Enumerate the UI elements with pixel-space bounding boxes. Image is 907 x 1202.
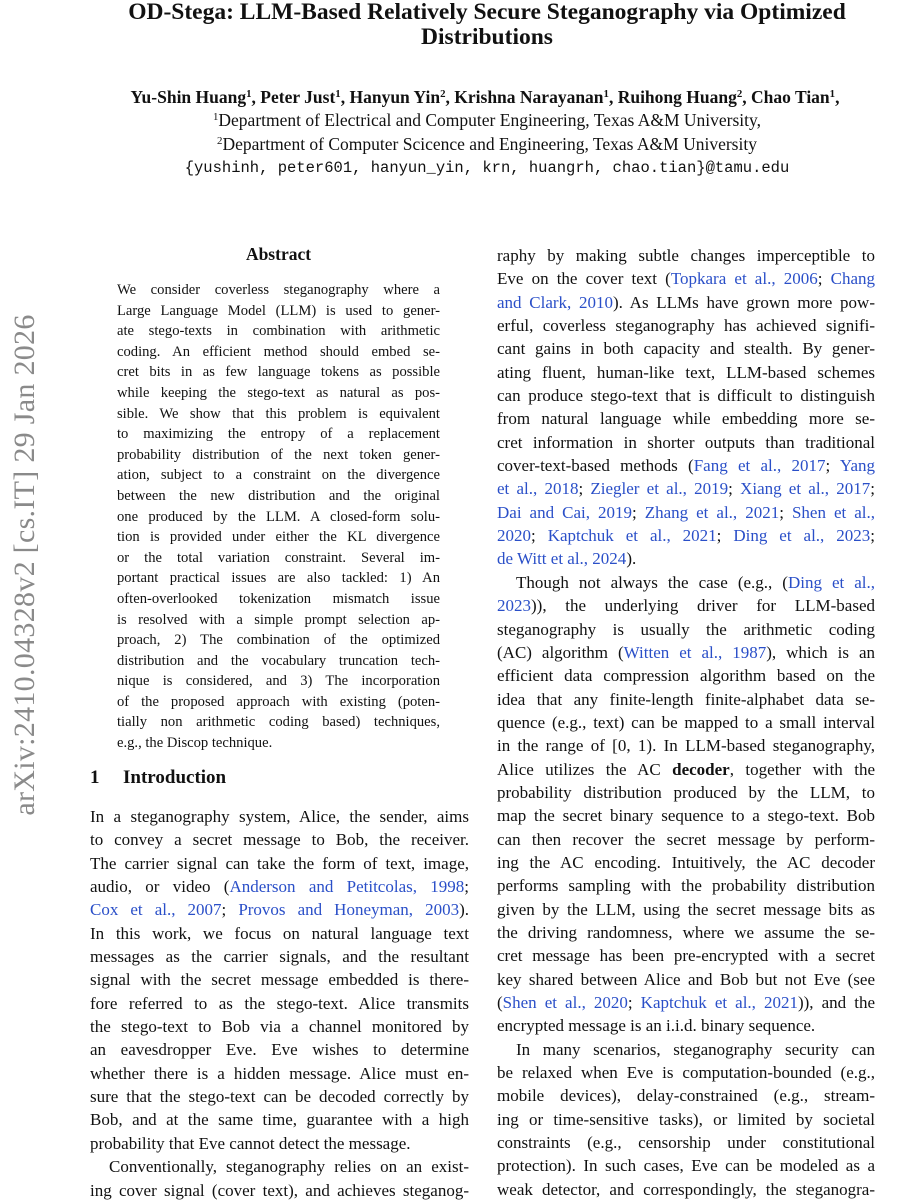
author-affiliation-mark: 2 [440,88,446,101]
text-line [497,1178,875,1201]
citation-link[interactable]: et al., 2018 [497,479,579,499]
section-number: 1 [90,767,100,788]
text-line [497,804,875,827]
text: to maximizing the entropy of a replacement [117,426,440,443]
text: ). [626,549,637,569]
text-line [497,874,875,897]
text-line [117,712,440,733]
text-line [90,1085,469,1108]
text: probability distribution produced by the LLM, to [497,782,875,802]
text: ). [459,900,469,920]
text-line [497,734,875,757]
text: to convey a secret message to Bob, the receiver. [90,830,469,850]
text-line [117,404,440,425]
citation-link[interactable]: Fang et al., 2017 [693,456,826,476]
text-line [497,898,875,921]
text-line [497,1131,875,1154]
author-name: Krishna Narayanan [454,87,604,107]
left-column-body [90,805,469,1202]
text: ing cover signal (cover text), and achieves steganog- [90,1180,469,1200]
citation-link[interactable]: Anderson and Petitcolas, 1998 [229,877,465,897]
author-affiliation-mark: 1 [603,88,609,101]
affiliation-2 [64,134,907,155]
text: ), which is an [766,642,875,662]
citation-link[interactable]: Zhang et al., 2021 [644,502,780,522]
abstract-body [117,280,440,754]
author-affiliation-mark: 1 [829,88,836,101]
text-line [497,641,875,664]
text: )), the underlying driver for LLM-based [531,596,875,616]
text-line [117,692,440,713]
text-line [117,651,440,672]
text: signal with the secret message embedded is there- [90,970,469,990]
text-line [117,568,440,589]
text: the stego-text to Bob via a channel monitored by [90,1017,469,1037]
text: ; [627,993,641,1012]
text: key shared between Alice and Bob but not Eve (see [497,969,875,989]
affiliation-number: 2 [217,135,223,148]
text: Though not always the case (e.g., ( [516,572,788,592]
text-line [90,1155,469,1178]
citation-link[interactable]: Shen et al., 2020 [502,993,628,1012]
citation-link[interactable]: 2020 [497,526,531,546]
text-line [117,548,440,569]
author-list: Yu-Shin Huang$^1$, Peter Just$^1$, Hanyun Yin$^2$, Krishna Narayanan$^1$, Ruihong Huang$^2$, Chao Tian$^1$, [130,87,840,107]
text: ; [221,900,239,920]
text: Alice utilizes the AC [497,759,673,779]
text-line [117,486,440,507]
text-line [90,1108,469,1131]
text-line [90,1038,469,1061]
text-line [90,875,469,898]
text: ating fluent, human-like text, LLM-based schemes [497,362,875,382]
paragraph [90,1155,469,1202]
citation-link[interactable]: 2023 [497,596,531,616]
section-title: Introduction [123,767,227,788]
text-line [497,688,875,711]
text-line [497,571,875,594]
text: encrypted message is an i.i.d. binary sequence. [497,1016,816,1036]
text-line [497,664,875,687]
text-line [117,424,440,445]
text: cret information in shorter outputs than traditional [497,432,875,452]
text-line [497,384,875,407]
citation-link[interactable]: and Clark, 2010 [497,292,613,312]
text: ate stego-texts in combination with arithmetic [117,323,440,340]
paragraph [497,244,875,571]
text: while keeping the stego-text as natural as pos- [117,384,440,401]
text: erful, coverless steganography has achieved signifi- [497,316,875,336]
text: ; [779,502,792,522]
text-line [497,1108,875,1131]
citation-link[interactable]: Kaptchuk et al., 2021 [640,993,798,1012]
text-line [90,945,469,968]
text-line [497,828,875,851]
text-line [497,758,875,781]
text: cover-text-based methods ( [497,456,694,476]
text-line [497,851,875,874]
text: constraints (e.g., censorship under constitutional [497,1133,875,1153]
text-line [90,852,469,875]
right-column-body [497,244,875,1201]
author-emails: {yushinh, peter601, hanyun_yin, krn, huangrh, chao.tian}@tamu.edu [184,159,790,177]
text: the driving randomness, where we assume the se- [497,922,875,942]
text-line [497,431,875,454]
text-line [497,407,875,430]
text-line [497,524,875,547]
affiliation-text: Department of Electrical and Computer Engineering, Texas A&M University, [218,110,761,130]
text: In a steganography system, Alice, the sender, aims [90,807,469,826]
author-name: Chao Tian [751,87,830,107]
paper-title [64,0,907,50]
text: ( [497,993,503,1012]
citation-link[interactable]: Shen et al., [791,502,875,522]
citation-link[interactable]: Xiang et al., 2017 [740,479,871,499]
title-line: Distributions [421,24,553,50]
text: between the new distribution and the original [117,487,440,504]
text-line [497,547,875,570]
author-name: Yu-Shin Huang [130,87,247,107]
text: map the secret binary sequence to a stego-text. Bob [497,806,875,826]
citation-link[interactable]: Yang [839,456,876,476]
text-line [117,362,440,383]
text: e.g., the Discop technique. [117,735,273,752]
text: probability distribution of the next token gener- [117,446,440,463]
text-line [117,280,440,301]
text-line [497,711,875,734]
paragraph [497,1038,875,1201]
text-line [497,1038,875,1061]
text-line [497,267,875,290]
text: Bob, and at the same time, guarantee with a high [90,1110,469,1130]
text-line [90,968,469,991]
citation-link[interactable]: Dai and Cai, 2019 [497,502,632,522]
text-line [117,383,440,404]
text-line [497,944,875,967]
text-line [117,671,440,692]
text: can produce stego-text that is difficult to distinguish [497,386,875,406]
author-name: Peter Just [260,87,336,107]
text: ing the AC encoding. Intuitively, the AC decoder [497,852,875,872]
text: probability that Eve cannot detect the message. [90,1133,411,1153]
text: cret message has been pre-encrypted with a secret [497,946,875,966]
paragraph [90,805,469,1155]
text: raphy by making subtle changes imperceptible to [497,246,875,265]
text: Large Language Model (LLM) is used to gener- [117,302,440,319]
text: distribution and the vocabulary truncation tech- [117,652,440,669]
text: ; [716,526,734,546]
text: nique is considered, and 3) The incorporation [117,673,440,690]
text-line [117,301,440,322]
text-line [497,454,875,477]
text: from natural language while embedding more se- [497,409,875,429]
text: sure that the stego-text can be decoded correctly by [90,1087,469,1107]
text-line [117,445,440,466]
text: ; [817,269,831,289]
affiliation-text: Department of Computer Scicence and Engineering, Texas A&M University [222,134,757,154]
affiliation-number: 1 [212,111,219,124]
text: Conventionally, steganography relies on an exist- [109,1157,469,1177]
citation-link[interactable]: de Witt et al., 2024 [497,549,627,569]
text-line [117,630,440,651]
text-line [90,922,469,945]
text: portant practical issues are also tackled: 1) An [117,570,440,587]
text: ; [631,502,645,522]
citation-link[interactable]: Ding et al., [787,572,875,592]
text: , together with the [729,759,876,779]
text-line [117,527,440,548]
citation-link[interactable]: Witten et al., 1987 [623,642,767,662]
text: ; [870,526,875,546]
text: fore referred to as the stego-text. Alice transmits [90,993,469,1013]
text: ). As LLMs have grown more pow- [612,292,875,312]
text: is resolved with a simple prompt selection ap- [117,611,440,628]
text: quence (e.g., text) can be mapped to a small interval [497,712,875,732]
citation-link[interactable]: Chang [830,269,875,289]
bold-term: decoder [672,759,730,779]
text: be relaxed when Eve is computation-bounded (e.g., [497,1063,875,1083]
text: steganography is usually the arithmetic coding [497,619,875,639]
text: can then recover the secret message by perform- [497,829,875,849]
text: Eve on the cover text ( [497,269,671,289]
title-line: OD-Stega: LLM-Based Relatively Secure Steganography via Optimized [128,0,846,25]
text: ; [578,479,591,499]
text: of the proposed approach with existing (poten- [117,693,440,710]
text-line [90,1015,469,1038]
text-line [497,1154,875,1177]
text: proach, 2) The combination of the optimized [117,632,440,649]
text: whether there is a hidden message. Alice must en- [90,1063,469,1083]
section-heading-introduction [90,767,226,789]
text: tially non arithmetic coding based) techniques, [117,714,440,731]
text-line [90,805,469,828]
text-line [90,1132,469,1155]
text-line [497,921,875,944]
text-line [90,828,469,851]
paragraph [117,280,440,754]
text-line [497,618,875,641]
text-line [90,992,469,1015]
text-line [497,1014,875,1037]
text: often-overlooked tokenization mismatch issue [117,590,440,607]
paragraph [497,571,875,1038]
text: cant gains in both capacity and stealth. By gener- [497,339,875,359]
text-line [497,968,875,991]
text: ing or time-sensitive tasks), or limited by societal [497,1109,875,1129]
text: an eavesdropper Eve. Eve wishes to determine [90,1040,469,1060]
text: in the range of [0, 1). In LLM-based steganography, [497,736,875,756]
text-line [117,465,440,486]
citation-link[interactable]: Kaptchuk et al., 2021 [547,526,717,546]
text-line [117,733,440,754]
text: audio, or video ( [90,877,230,897]
text-line [90,1179,469,1202]
text: We consider coverless steganography where a [117,282,440,298]
affiliation-1 [64,110,907,131]
text-line [497,314,875,337]
text: (AC) algorithm ( [497,642,624,662]
text-line [497,594,875,617]
text-line [497,501,875,524]
text: tion is provided under either the KL divergence [117,529,440,546]
author-name: Ruihong Huang [617,87,737,107]
text-line [117,342,440,363]
text: protection). In such cases, Eve can be modeled as a [497,1156,875,1176]
text: The carrier signal can take the form of text, image, [90,853,469,873]
author-affiliation-mark: 1 [246,88,252,101]
text: efficient data compression algorithm based on the [497,666,875,686]
text-line [497,291,875,314]
author-name: Hanyun Yin [349,87,441,107]
text: ; [728,479,741,499]
text: sible. We show that this problem is equivalent [117,405,440,422]
text: or the total variation constraint. Several im- [117,549,440,566]
text-line [90,1062,469,1085]
author-affiliation-mark: 1 [335,88,341,101]
text: ; [825,456,840,476]
text: ; [531,526,548,546]
text: cret bits in as few language tokens as possible [117,364,440,381]
text-line [497,991,875,1014]
text: mobile devices), delay-constrained (e.g., stream- [497,1086,875,1106]
text: coding. An efficient method should embed se- [117,343,440,360]
text: performs sampling with the probability distribution [497,876,875,896]
text: messages as the carrier signals, and the resultant [90,947,469,967]
text: idea that any finite-length finite-alphabet data se- [497,689,875,709]
abstract-heading: Abstract [245,244,312,264]
citation-link[interactable]: Cox et al., 2007 [90,900,222,920]
text: ; [870,479,875,499]
text-line [117,321,440,342]
text-line [497,244,875,267]
text-line [90,898,469,921]
text-line [497,1061,875,1084]
text: ation, subject to a constraint on the divergence [117,467,440,484]
text-line [497,361,875,384]
citation-link[interactable]: Ziegler et al., 2019 [590,479,729,499]
text-line [117,610,440,631]
text-line [497,337,875,360]
text-line [497,781,875,804]
citation-link[interactable]: Ding et al., 2023 [733,526,871,546]
text: )), and the [797,993,875,1012]
text-line [117,589,440,610]
text: In this work, we focus on natural language text [90,923,469,943]
text: In many scenarios, steganography security can [516,1039,875,1059]
text: one produced by the LLM. A closed-form solu- [117,508,440,525]
citation-link[interactable]: Provos and Honeyman, 2003 [238,900,460,920]
arxiv-identifier: arXiv:2410.04328v2 [cs.IT] 29 Jan 2026 [8,314,41,816]
text: weak detector, and correspondingly, the steganogra- [497,1179,875,1199]
text: ; [464,877,469,897]
author-affiliation-mark: 2 [736,88,743,101]
citation-link[interactable]: Topkara et al., 2006 [670,269,818,289]
text-line [497,1084,875,1107]
text-line [117,507,440,528]
text-line [497,477,875,500]
text: given by the LLM, using the secret message bits as [497,899,875,919]
